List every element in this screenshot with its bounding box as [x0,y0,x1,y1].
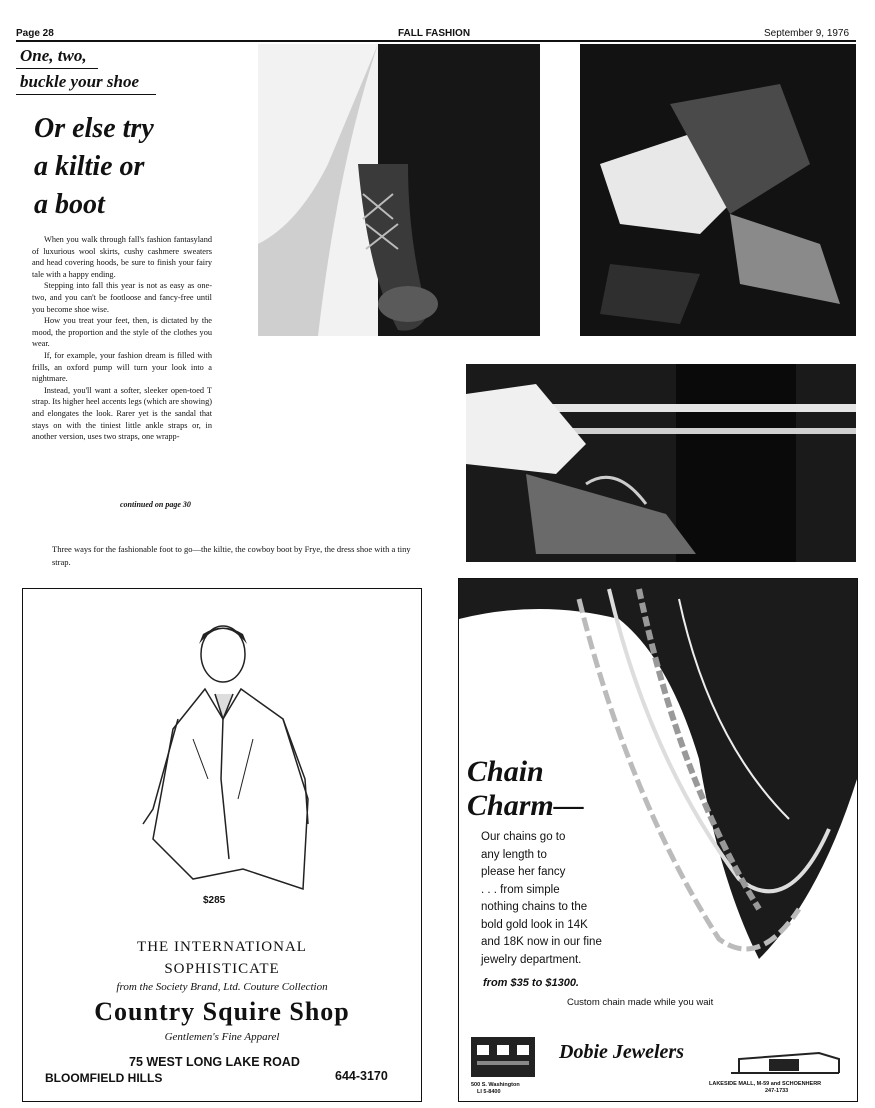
kicker-underline-1 [16,68,98,69]
photo-caption: Three ways for the fashionable foot to go—the kiltie, the cowboy boot by Frye, the dress shoe with a tiny strap. [52,544,411,567]
shop-address: 75 WEST LONG LAKE ROAD [129,1055,300,1069]
shop-name: Country Squire Shop [94,997,350,1026]
shop-phone: 644-3170 [335,1069,388,1083]
ad-body-line: jewelry department. [481,953,582,966]
kicker-line-1: One, two, [20,46,87,65]
shop-city: BLOOMFIELD HILLS [45,1071,163,1085]
ad-price: $285 [203,895,226,906]
section-title: FALL FASHION [398,28,471,39]
boot-illustration [580,44,856,336]
page-number: Page 28 [16,28,54,39]
article-headline [34,110,154,224]
paragraph: If, for example, your fashion dream is filled with frills, an oxford pump will turn your look into a nightmare. [32,350,212,384]
ad-custom-chain: Custom chain made while you wait [567,997,714,1008]
ad-title [467,755,584,823]
dress-shoe-illustration [466,364,856,562]
store2-phone: 247-1733 [765,1088,789,1094]
ad-title-line-2: Charm— [467,789,584,822]
article-body [32,234,212,443]
issue-date: September 9, 1976 [764,28,850,39]
store1-phone: LI 5-8400 [477,1089,501,1095]
paragraph: Stepping into fall this year is not as easy as one-two, and you can't be footloose and fancy-free until you become shoe wise. [32,281,212,314]
header-rule [16,40,856,42]
ad-body [481,829,651,969]
ad-price-range: from $35 to $1300. [483,977,579,989]
kicker-line-2: buckle your shoe [20,72,139,91]
shop-subtitle: Gentlemen's Fine Apparel [164,1031,280,1043]
gentleman-illustration [133,609,333,909]
ad-body-line: and 18K now in our fine [481,936,602,948]
headline-line-2: a kiltie or [34,151,145,182]
store-building-icon [469,1029,537,1081]
continued-note: continued on page 30 [120,500,191,509]
headline-line-3: a boot [34,189,105,220]
paragraph: Instead, you'll want a softer, sleeker open-toed T strap. Its higher heel accents legs (which are showing) and elongates the look. Rarer yet is the sandal that stays on with the tiniest little ankle straps or, in another version, uses two straps, one wrapp- [32,385,212,442]
photo-cowboy-boot [580,44,856,336]
kiltie-illustration [258,44,540,336]
photo-dress-shoe [466,364,856,562]
dobie-logo: Dobie Jewelers [559,1041,684,1063]
ad-body-line: any length to [481,848,547,861]
mall-building-icon [729,1043,841,1077]
paragraph: When you walk through fall's fashion fantasyland of luxurious wool skirts, cushy cashmere sweaters and head covering hoods, be sure to finish your fairy tale with a happy ending. [32,235,212,279]
store2-address: LAKESIDE MALL, M-59 and SCHOENHERR [709,1081,822,1087]
headline-line-1: Or else try [34,113,154,144]
ad-body-line: . . . from simple [481,883,560,896]
kicker-underline-2 [16,94,156,95]
paragraph: How you treat your feet, then, is dictated by the mood, the proportion and the style of the clothes you wear. [32,316,212,349]
ad-body-line: nothing chains to the [481,901,588,913]
store1-address: 500 S. Washington [471,1082,520,1088]
ad-tagline-2: SOPHISTICATE [164,961,280,977]
ad-country-squire [22,588,422,1102]
photo-kiltie-shoe [258,44,540,336]
ad-tagline-1: THE INTERNATIONAL [137,939,307,955]
ad-title-line-1: Chain [467,755,544,788]
ad-body-line: bold gold look in 14K [481,918,588,931]
ad-from-line: from the Society Brand, Ltd. Couture Collection [116,981,328,993]
ad-body-line: please her fancy [481,866,566,878]
ad-dobie-jewelers [458,578,858,1102]
ad-body-line: Our chains go to [481,831,566,843]
